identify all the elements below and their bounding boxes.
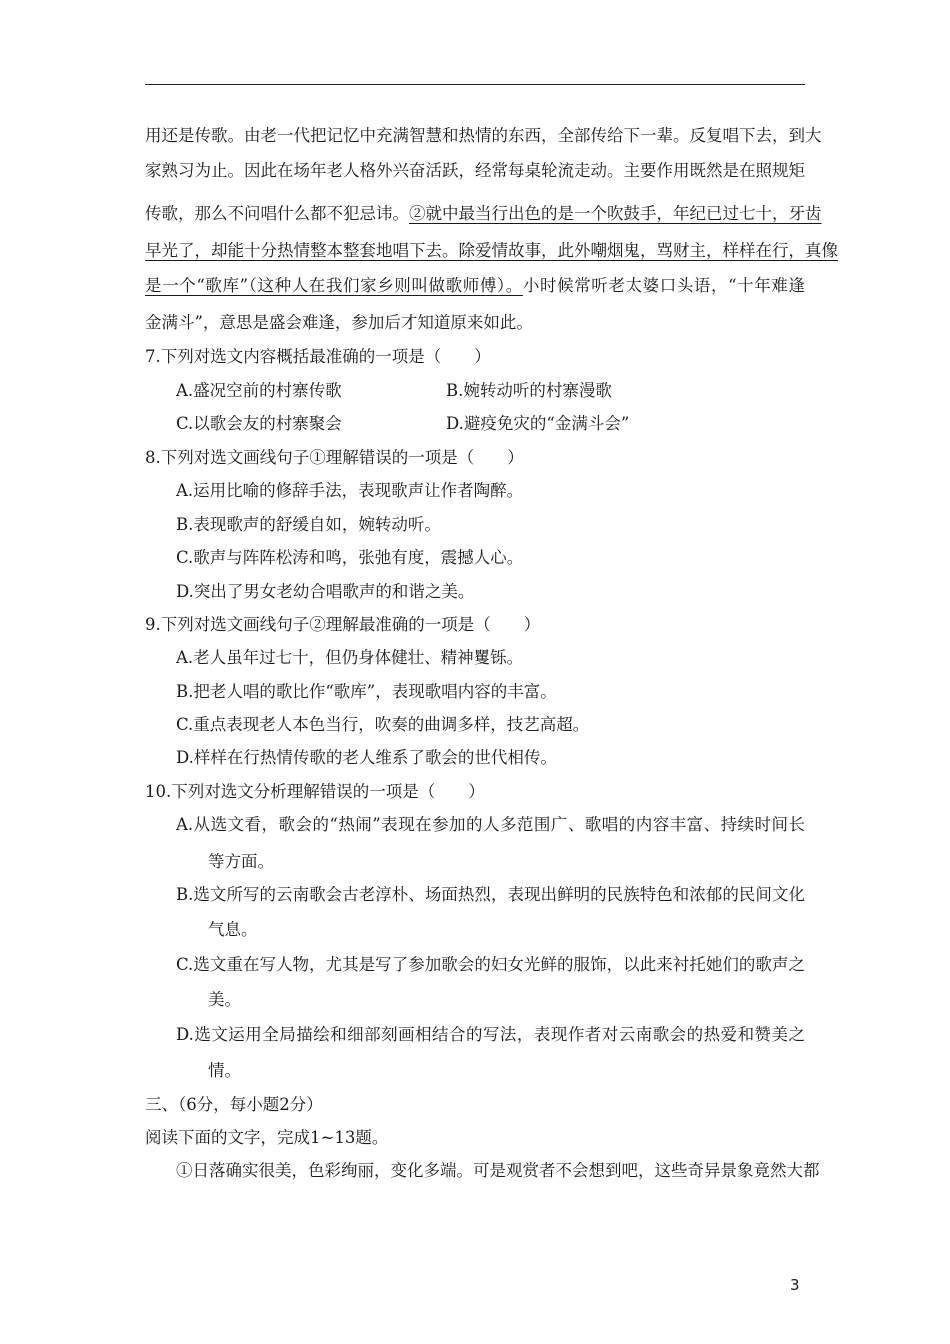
question-7-option-b: B.婉转动听的村寨漫歌 — [446, 381, 612, 400]
question-7-option-c: C.以歌会友的村寨聚会 — [176, 414, 342, 433]
question-7-stem: 7.下列对选文内容概括最准确的一项是（ ） — [145, 347, 491, 366]
question-8-option-b: B.表现歌声的舒缓自如，婉转动听。 — [176, 515, 441, 534]
question-10-stem: 10.下列对选文分析理解错误的一项是（ ） — [145, 782, 485, 801]
underlined-sentence-2-end: 是一个“歌库”（这种人在我们家乡则叫做歌师傅）。 — [145, 276, 523, 295]
passage-line-6: 金满斗”，意思是盛会难逢，参加后才知道原来如此。 — [145, 313, 533, 332]
passage-text: 小时候常听老太婆口头语，“十年难逢 — [522, 276, 806, 295]
question-9-option-b: B.把老人唱的歌比作“歌库”，表现歌唱内容的丰富。 — [176, 682, 557, 701]
question-10-option-d: D.选文运用全局描绘和细部刻画相结合的写法，表现作者对云南歌会的热爱和赞美之 — [176, 1025, 805, 1044]
section-3-paragraph-1: ①日落确实很美，色彩绚丽，变化多端。可是观赏者不会想到吧，这些奇异景象竟然大都 — [176, 1161, 820, 1180]
passage-line-1: 用还是传歌。由老一代把记忆中充满智慧和热情的东西，全部传给下一辈。反复唱下去，到大 — [145, 126, 822, 145]
passage-line-2: 家熟习为止。因此在场年老人格外兴奋活跃，经常每桌轮流走动。主要作用既然是在照规矩 — [145, 161, 805, 180]
question-10-option-c: C.选文重在写人物，尤其是写了参加歌会的妇女光鲜的服饰，以此来衬托她们的歌声之 — [176, 955, 805, 974]
question-8-option-d: D.突出了男女老幼合唱歌声的和谐之美。 — [176, 582, 475, 601]
underlined-sentence-2: ②就中最当行出色的是一个吹鼓手，年纪已过七十，牙齿 — [409, 204, 822, 223]
question-10-option-b-cont: 气息。 — [208, 920, 258, 939]
header-rule — [145, 84, 805, 85]
passage-line-3 — [145, 204, 822, 224]
section-3-heading: 三、（6分，每小题2分） — [145, 1095, 323, 1114]
question-7-option-d: D.避疫免灾的“金满斗会” — [446, 414, 630, 433]
question-9-stem: 9.下列对选文画线句子②理解最准确的一项是（ ） — [145, 615, 541, 634]
passage-text: 传歌，那么不问唱什么都不犯忌讳。 — [145, 204, 409, 223]
question-10-option-a-cont: 等方面。 — [208, 852, 274, 871]
question-8-option-c: C.歌声与阵阵松涛和鸣，张弛有度，震撼人心。 — [176, 548, 524, 567]
question-8-stem: 8.下列对选文画线句子①理解错误的一项是（ ） — [145, 448, 524, 467]
question-9-option-a: A.老人虽年过七十，但仍身体健壮、精神矍铄。 — [176, 648, 524, 667]
question-10-option-a: A.从选文看，歌会的“热闹”表现在参加的人多范围广、歌唱的内容丰富、持续时间长 — [176, 815, 805, 834]
section-3-instruction: 阅读下面的文字，完成1~13题。 — [145, 1128, 389, 1147]
question-10-option-d-cont: 情。 — [208, 1061, 241, 1080]
page-number: 3 — [790, 1276, 800, 1294]
question-7-option-a: A.盛况空前的村寨传歌 — [176, 381, 342, 400]
question-10-option-c-cont: 美。 — [208, 990, 241, 1009]
question-10-option-b: B.选文所写的云南歌会古老淳朴、场面热烈，表现出鲜明的民族特色和浓郁的民间文化 — [176, 885, 805, 904]
question-9-option-c: C.重点表现老人本色当行，吹奏的曲调多样，技艺高超。 — [176, 715, 590, 734]
question-9-option-d: D.样样在行热情传歌的老人维系了歌会的世代相传。 — [176, 748, 557, 767]
question-8-option-a: A.运用比喻的修辞手法，表现歌声让作者陶醉。 — [176, 481, 524, 500]
underlined-sentence-2-cont: 早光了，却能十分热情整本整套地唱下去。除爱情故事，此外嘲烟鬼，骂财主，样样在行，真像 — [145, 241, 838, 260]
passage-line-5 — [145, 276, 805, 296]
